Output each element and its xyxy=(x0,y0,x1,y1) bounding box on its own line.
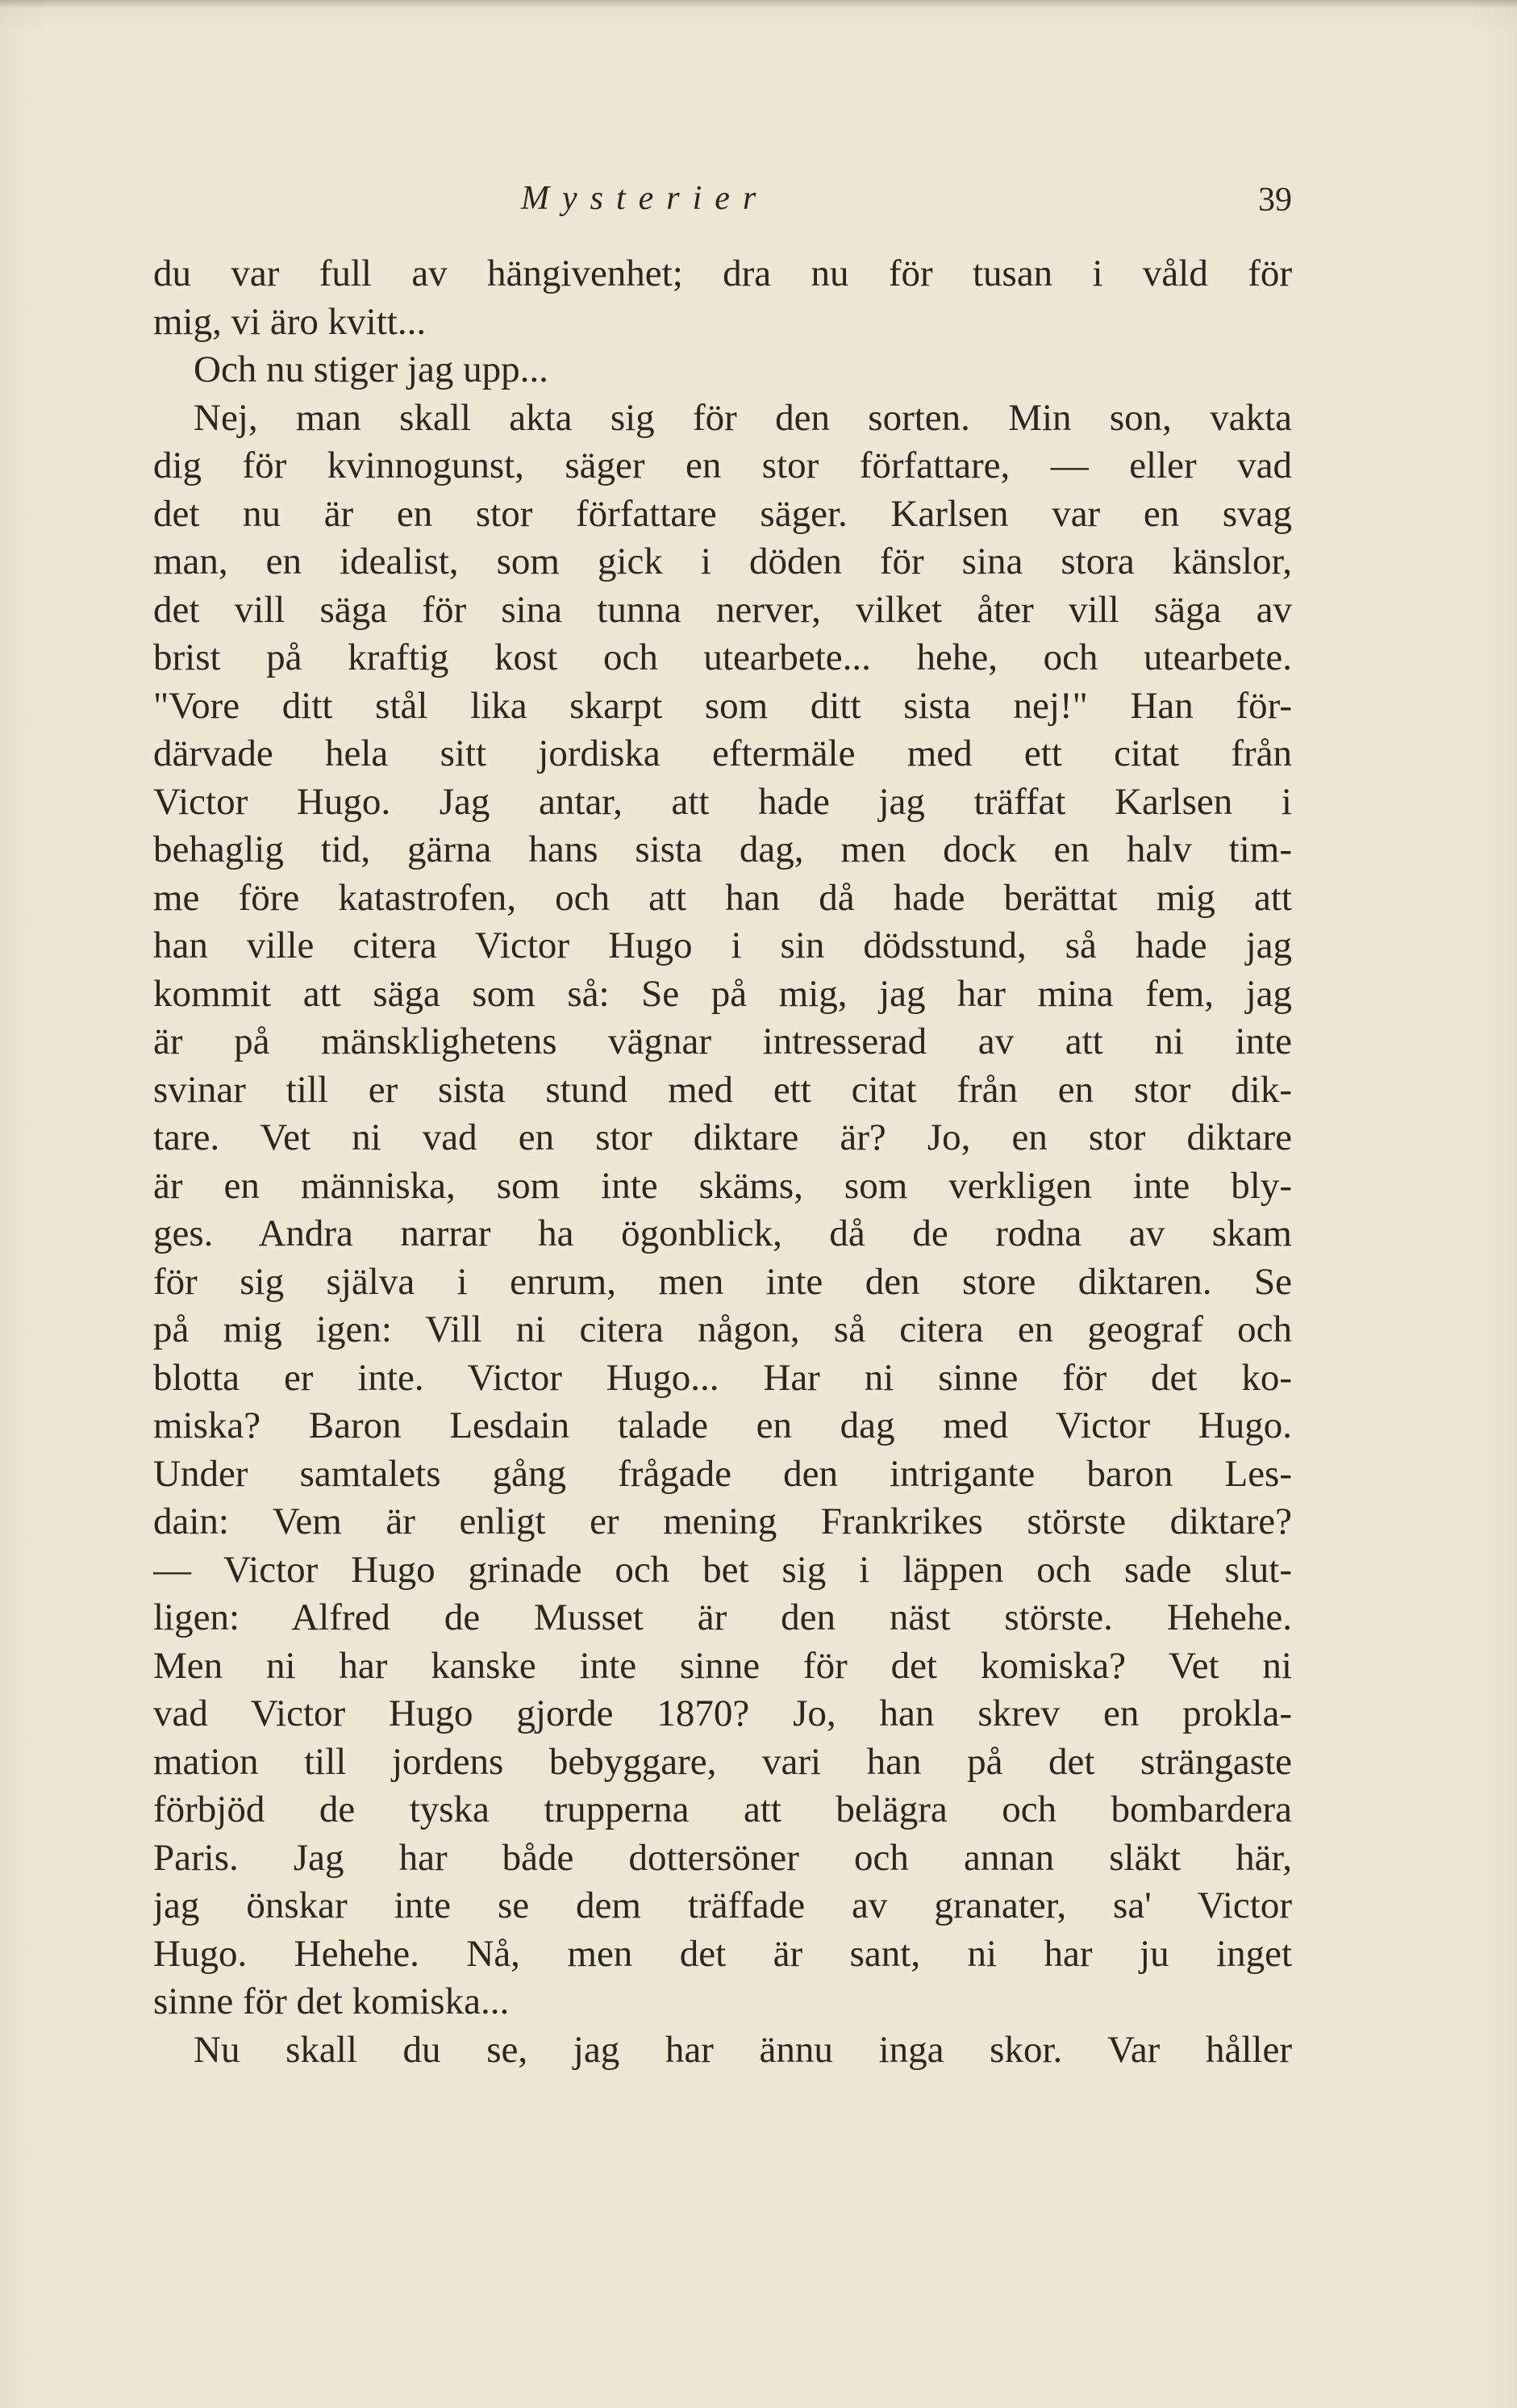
text-line: vad Victor Hugo gjorde 1870? Jo, han skrev en prokla- xyxy=(153,1692,1292,1734)
text-line: "Vore ditt stål lika skarpt som ditt sista nej!" Han för- xyxy=(153,684,1292,727)
running-title: Mysterier xyxy=(521,180,769,217)
text-line: Och nu stiger jag upp... xyxy=(194,348,548,390)
text-line: Hugo. Hehehe. Nå, men det är sant, ni har ju inget xyxy=(153,1932,1292,1975)
text-line: svinar till er sista stund med ett citat från en stor dik- xyxy=(153,1068,1292,1111)
text-line: är en människa, som inte skäms, som verkligen inte bly- xyxy=(153,1164,1292,1207)
text-line: är på mänsklighetens vägnar intresserad av att ni inte xyxy=(153,1020,1292,1062)
text-line: dig för kvinnogunst, säger en stor författare, — eller vad xyxy=(153,444,1292,486)
page-top-edge xyxy=(0,0,1517,8)
text-line: Under samtalets gång frågade den intrigante baron Les- xyxy=(153,1452,1292,1495)
text-line: du var full av hängivenhet; dra nu för tusan i våld för xyxy=(153,252,1292,294)
text-line: blotta er inte. Victor Hugo... Har ni sinne för det ko- xyxy=(153,1356,1292,1399)
text-line: Victor Hugo. Jag antar, att hade jag träffat Karlsen i xyxy=(153,780,1292,823)
running-head xyxy=(153,179,1292,227)
text-line: kommit att säga som så: Se på mig, jag har mina fem, jag xyxy=(153,972,1292,1015)
text-line: det vill säga för sina tunna nerver, vilket åter vill säga av xyxy=(153,588,1292,631)
text-line: miska? Baron Lesdain talade en dag med Victor Hugo. xyxy=(153,1404,1292,1446)
text-line: ligen: Alfred de Musset är den näst störste. Hehehe. xyxy=(153,1596,1292,1638)
text-line: me före katastrofen, och att han då hade berättat mig att xyxy=(153,876,1292,919)
text-line: han ville citera Victor Hugo i sin dödsstund, så hade jag xyxy=(153,924,1292,966)
text-line: dain: Vem är enligt er mening Frankrikes störste diktare? xyxy=(153,1500,1292,1542)
text-line: — Victor Hugo grinade och bet sig i läppen och sade slut- xyxy=(153,1548,1292,1591)
body-text xyxy=(153,250,1292,2074)
text-line: man, en idealist, som gick i döden för sina stora känslor, xyxy=(153,540,1292,582)
text-line: Nej, man skall akta sig för den sorten. Min son, vakta xyxy=(194,396,1292,439)
text-line: ges. Andra narrar ha ögonblick, då de rodna av skam xyxy=(153,1212,1292,1254)
text-line: Paris. Jag har både dottersöner och annan släkt här, xyxy=(153,1836,1292,1879)
text-line: mig, vi äro kvitt... xyxy=(153,300,427,343)
text-line: det nu är en stor författare säger. Karlsen var en svag xyxy=(153,492,1292,535)
text-line: brist på kraftig kost och utearbete... hehe, och utearbete. xyxy=(153,636,1292,678)
text-line: sinne för det komiska... xyxy=(153,1980,510,2022)
text-line: behaglig tid, gärna hans sista dag, men dock en halv tim- xyxy=(153,828,1292,870)
text-line: Nu skall du se, jag har ännu inga skor. Var håller xyxy=(194,2028,1292,2071)
text-line: Men ni har kanske inte sinne för det komiska? Vet ni xyxy=(153,1644,1292,1687)
text-line: därvade hela sitt jordiska eftermäle med ett citat från xyxy=(153,732,1292,774)
text-line: jag önskar inte se dem träffade av granater, sa' Victor xyxy=(153,1884,1292,1926)
page-number: 39 xyxy=(1258,182,1292,219)
text-line: förbjöd de tyska trupperna att belägra och bombardera xyxy=(153,1788,1292,1830)
text-line: på mig igen: Vill ni citera någon, så citera en geograf och xyxy=(153,1308,1292,1350)
text-line: mation till jordens bebyggare, vari han på det strängaste xyxy=(153,1740,1292,1783)
text-line: för sig själva i enrum, men inte den store diktaren. Se xyxy=(153,1260,1292,1303)
text-line: tare. Vet ni vad en stor diktare är? Jo, en stor diktare xyxy=(153,1116,1292,1158)
